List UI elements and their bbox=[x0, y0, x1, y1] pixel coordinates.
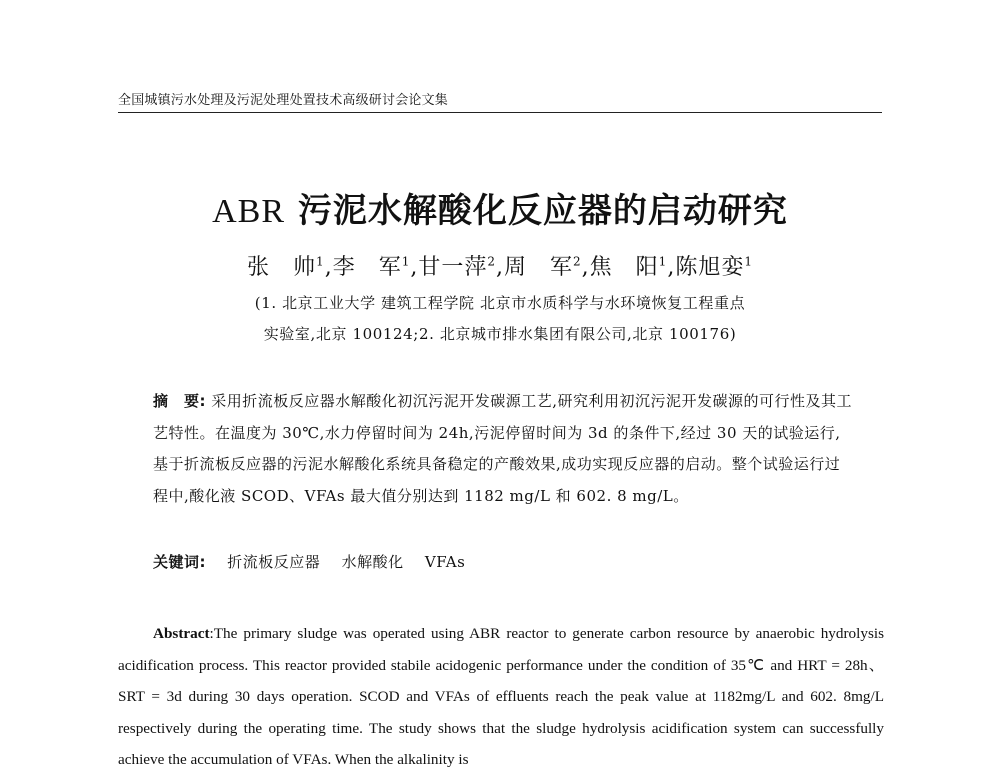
author-affiliation-mark: 1 bbox=[316, 254, 325, 269]
author-name: 周 军 bbox=[504, 255, 574, 280]
author-name: 张 帅 bbox=[247, 255, 317, 280]
paper-title-chinese: 污泥水解酸化反应器的启动研究 bbox=[297, 191, 788, 231]
keyword: VFAs bbox=[424, 553, 466, 571]
author bbox=[418, 255, 496, 280]
keywords-label: 关键词: bbox=[153, 553, 206, 571]
author-separator: , bbox=[667, 255, 676, 280]
author bbox=[590, 255, 668, 280]
author-separator: , bbox=[496, 255, 504, 280]
author-affiliation-mark: 1 bbox=[744, 254, 753, 269]
running-header: 全国城镇污水处理及污泥处理处置技术高级研讨会论文集 bbox=[118, 93, 449, 108]
author-separator: , bbox=[324, 255, 333, 280]
author-affiliation-mark: 1 bbox=[658, 254, 668, 269]
author-separator: , bbox=[410, 255, 419, 280]
english-abstract bbox=[118, 618, 884, 776]
keyword: 折流板反应器 bbox=[227, 553, 321, 571]
author-name: 陈旭娈 bbox=[675, 255, 745, 280]
chinese-abstract-text: 采用折流板反应器水解酸化初沉污泥开发碳源工艺,研究利用初沉污泥开发碳源的可行性及其工艺特性。在温度为 30℃,水力停留时间为 24h,污泥停留时间为 3d 的条件下,经过 30 天的试验运行,基于折流板反应器的污泥水解酸化系统具备稳定的产酸效果,成功实现反应器的启动。整个试验运行过程中,酸化液 SCOD、VFAs 最大值分别达到 1182 mg/L 和 602. 8 mg/L。 bbox=[153, 392, 853, 505]
chinese-keywords bbox=[153, 551, 853, 572]
paper-title bbox=[0, 183, 1000, 232]
author-affiliation-mark: 2 bbox=[487, 254, 496, 269]
author bbox=[504, 255, 582, 280]
author-name: 甘一萍 bbox=[418, 255, 488, 280]
author-separator: , bbox=[581, 255, 590, 280]
chinese-abstract-label: 摘 要: bbox=[153, 392, 206, 410]
author-affiliation-mark: 1 bbox=[401, 254, 411, 269]
author bbox=[333, 255, 411, 280]
paper-title-latin: ABR bbox=[212, 193, 286, 230]
author-list bbox=[0, 250, 1000, 281]
author bbox=[247, 255, 325, 280]
author-affiliation-mark: 2 bbox=[573, 254, 582, 269]
keyword: 水解酸化 bbox=[341, 553, 404, 571]
author bbox=[675, 255, 753, 280]
chinese-abstract bbox=[153, 386, 853, 512]
author-name: 李 军 bbox=[332, 255, 402, 280]
english-abstract-label: Abstract bbox=[153, 625, 210, 642]
affiliation-line-2: 实验室,北京 100124;2. 北京城市排水集团有限公司,北京 100176) bbox=[263, 325, 737, 343]
header-rule bbox=[118, 112, 882, 113]
author-name: 焦 阳 bbox=[589, 255, 659, 280]
english-abstract-text: :The primary sludge was operated using ABR reactor to generate carbon resource by anaerobic hydrolysis acidification process. This reactor provided stabile acidogenic performance under the condition of 35℃ and HRT = 28h、SRT = 3d during 30 days operation. SCOD and VFAs of effluents reach the peak value at 1182mg/L and 602. 8mg/L respectively during the operating time. The study shows that the sludge hydrolysis acidification system can successfully achieve the accumulation of VFAs. When the alkalinity is bbox=[118, 625, 884, 768]
affiliation-line-1: (1. 北京工业大学 建筑工程学院 北京市水质科学与水环境恢复工程重点 bbox=[254, 294, 746, 312]
